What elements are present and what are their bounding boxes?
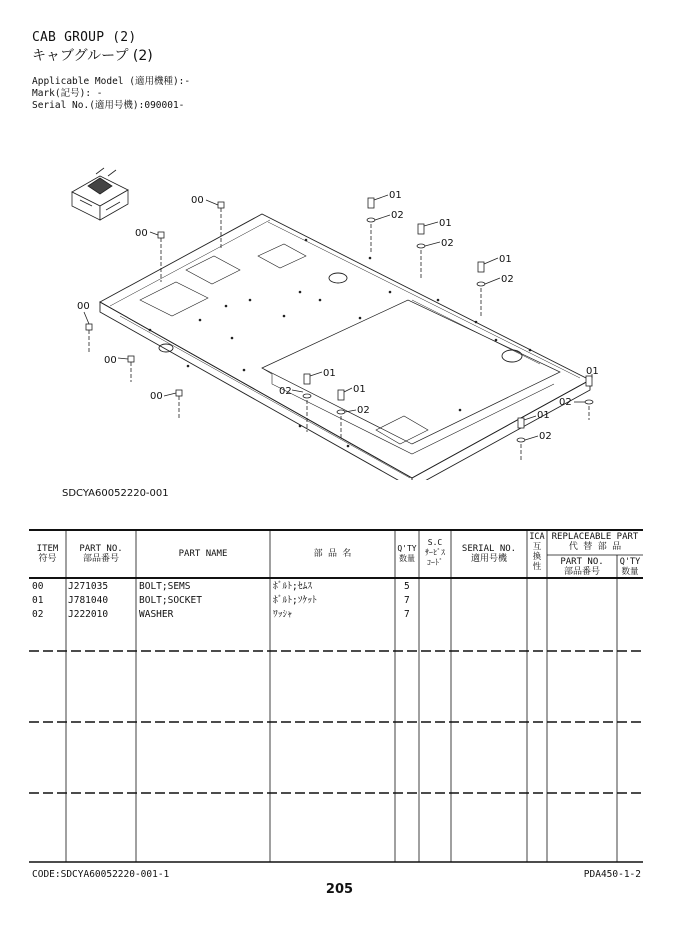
page-number: 205 bbox=[325, 882, 354, 897]
row-part-no: J222010 bbox=[68, 609, 109, 620]
row-part-no: J271035 bbox=[68, 581, 109, 592]
header-sc: S.C ｻｰﾋﾞｽ ｺｰﾄﾞ bbox=[425, 538, 445, 567]
callout-labels bbox=[77, 190, 599, 442]
callout-02: 02 bbox=[391, 210, 404, 221]
parts-table-grid bbox=[29, 529, 645, 865]
row-qty: 7 bbox=[404, 595, 410, 606]
callout-01: 01 bbox=[323, 368, 336, 379]
header-repl-qty: Q'TY 数量 bbox=[619, 557, 641, 577]
callout-00: 00 bbox=[135, 228, 148, 239]
group-title-jp: キャブグループ (2) bbox=[32, 48, 153, 64]
header-qty: Q'TY 数量 bbox=[397, 544, 417, 563]
bolt-sems-parts bbox=[84, 200, 224, 420]
callout-01: 01 bbox=[389, 190, 402, 201]
row-qty: 5 bbox=[404, 581, 410, 592]
callout-01: 01 bbox=[499, 254, 512, 265]
row-qty: 7 bbox=[404, 609, 410, 620]
row-part-name-jp: ﾎﾞﾙﾄ;ｾﾑｽ bbox=[273, 581, 312, 592]
header-item: ITEM 符号 bbox=[36, 544, 59, 564]
row-part-name: BOLT;SOCKET bbox=[139, 595, 202, 606]
header-part-name-jp: 部 品 名 bbox=[313, 549, 352, 559]
row-item: 02 bbox=[32, 609, 44, 620]
callout-01: 01 bbox=[537, 410, 550, 421]
callout-02: 02 bbox=[279, 386, 292, 397]
callout-02: 02 bbox=[501, 274, 514, 285]
applicable-model: Applicable Model (適用機種):- bbox=[32, 76, 191, 87]
row-part-name-jp: ﾎﾞﾙﾄ;ｿｹｯﾄ bbox=[273, 595, 317, 606]
callout-02: 02 bbox=[559, 397, 572, 408]
group-title-en: CAB GROUP (2) bbox=[32, 30, 137, 45]
diagram-code: SDCYA60052220-001 bbox=[62, 488, 169, 499]
callout-00: 00 bbox=[77, 301, 90, 312]
callout-02: 02 bbox=[539, 431, 552, 442]
cab-locator-icon bbox=[72, 168, 128, 220]
serial-range: Serial No.(適用号機):090001- bbox=[32, 100, 185, 111]
row-part-name-jp: ﾜｯｼｬ bbox=[273, 609, 293, 620]
row-part-no: J781040 bbox=[68, 595, 109, 606]
row-item: 01 bbox=[32, 595, 44, 606]
parts-diagram bbox=[0, 160, 679, 480]
callout-01: 01 bbox=[586, 366, 599, 377]
callout-01: 01 bbox=[353, 384, 366, 395]
callout-00: 00 bbox=[150, 391, 163, 402]
floor-plate bbox=[100, 214, 590, 480]
callout-00: 00 bbox=[104, 355, 117, 366]
mark: Mark(記号): - bbox=[32, 88, 103, 99]
row-part-name: BOLT;SEMS bbox=[139, 581, 191, 592]
footer-ref: PDA450-1-2 bbox=[583, 869, 641, 880]
header-serial: SERIAL NO. 適用号機 bbox=[461, 544, 517, 564]
footer-code: CODE:SDCYA60052220-001-1 bbox=[32, 869, 170, 880]
header-replaceable: REPLACEABLE PART 代 替 部 品 bbox=[551, 532, 639, 552]
header-ica: ICA 互 換 性 bbox=[529, 532, 545, 572]
row-item: 00 bbox=[32, 581, 44, 592]
callout-01: 01 bbox=[439, 218, 452, 229]
header-part-no: PART NO. 部品番号 bbox=[79, 544, 123, 564]
plate-holes bbox=[149, 239, 532, 448]
row-part-name: WASHER bbox=[139, 609, 174, 620]
callout-02: 02 bbox=[357, 405, 370, 416]
header-part-name: PART NAME bbox=[178, 549, 228, 559]
header-repl-part-no: PART NO. 部品番号 bbox=[560, 557, 604, 577]
callout-00: 00 bbox=[191, 195, 204, 206]
callout-02: 02 bbox=[441, 238, 454, 249]
